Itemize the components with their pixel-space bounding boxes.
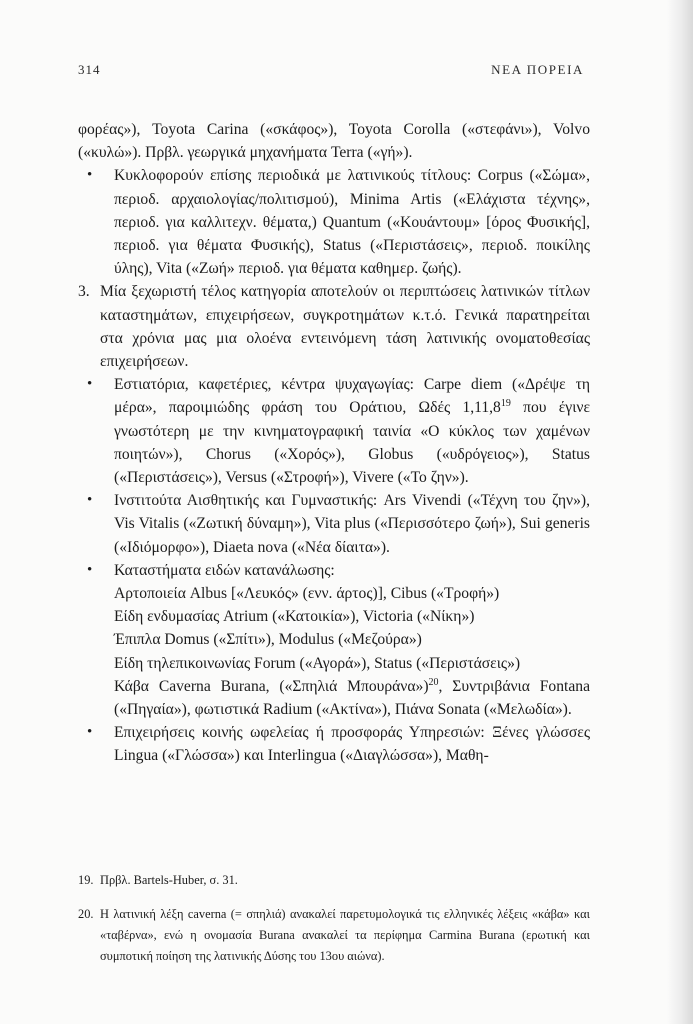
shop-lines (78, 582, 590, 721)
shop-line-part: , Συντριβάνια Fontana («Πηγαία»), φωτιστικά Radium («Ακτίνα»), Πιάνα Sonata («Μελωδία»). (114, 677, 590, 719)
bullet-text: • Κυκλοφορούν επίσης περιοδικά με λατινικούς τίτλους: Corpus («Σώμα», περιοδ. αρχαιολογίας/πολιτισμού), Minima Artis («Ελάχιστα τέχνης», περιοδ. για καλλιτεχν. θέματα,) Quantum («Κουάντουμ» [όρος Φυσικής], περιοδ. για θέματα Φυσικής), Status («Περιστάσεις», περιοδ. ποικίλης ύλης), Vita («Ζωή» περιοδ. για θέματα καθημερ. ζωής). (114, 167, 590, 278)
footnote-ref-19: 19 (500, 398, 511, 410)
shop-line: Αρτοποιεία Albus [«Λευκός» (ενν. άρτος)], Cibus («Τροφή») (114, 585, 500, 603)
bullet-text-part: που έγινε γνωστότερη με την κινηματογραφική ταινία «Ο κύκλος των χαμένων ποιητών»), Chorus («Χορός»), Globus («υδρόγειος»), Status («Περιστάσεις»), Versus («Στροφή»), Vivere («Το ζην»). (114, 399, 590, 487)
bullet-restaurants (78, 373, 590, 489)
running-header (78, 62, 584, 84)
bullet-shops (78, 559, 590, 582)
footnote-number: 19. (78, 873, 94, 888)
bullet-text-part: Εστιατόρια, καφετέριες, κέντρα ψυχαγωγίας: Carpe diem («Δρέψε τη μέρα», παροιμιώδης φράση του Οράτιου, Ωδές 1,11,8 (114, 376, 590, 417)
footnotes (78, 858, 590, 979)
footnote-ref-20: 20 (428, 676, 439, 688)
bullet-text: • Επιχειρήσεις κοινής ωφελείας ή προσφοράς Υπηρεσιών: Ξένες γλώσσες Lingua («Γλώσσα») και Interlingua («Διαγλώσσα»), Μαθη- (114, 724, 590, 765)
item-number: 3. (78, 283, 90, 301)
shop-line: Έπιπλα Domus («Σπίτι»), Modulus («Μεζούρα») (114, 631, 422, 649)
numbered-item-3 (78, 280, 590, 373)
page-edge-shadow (667, 0, 693, 1024)
paragraph-continuation: φορέας»), Toyota Carina («σκάφος»), Toyota Corolla («στεφάνι»), Volvo («κυλώ»). Πρβλ. γεωργικά μηχανήματα Terra («γή»). (78, 121, 590, 162)
shop-line: Είδη τηλεπικοινωνίας Forum («Αγορά»), Status («Περιστάσεις») (114, 654, 521, 672)
footnote-text: Πρβλ. Bartels-Huber, σ. 31. (100, 873, 238, 888)
page-number: 314 (78, 62, 101, 77)
item-text: Μία ξεχωριστή τέλος κατηγορία αποτελούν οι περιπτώσεις λατινικών τίτλων καταστημάτων, επιχειρήσεων, συγκροτημάτων κ.τ.ό. Γενικά παρατηρείται στα χρόνια μας μια ολοένα εντεινόμενη τάση λατινικής ονοματοθεσίας επιχειρήσεων. (100, 283, 590, 371)
bullet-text (114, 373, 590, 489)
bullet-services (78, 721, 590, 767)
shop-line-last (114, 675, 590, 721)
bullet-gyms (78, 489, 590, 559)
footnote-19 (78, 870, 590, 891)
shop-line-part: Κάβα Caverna Burana, («Σπηλιά Μπουράνα») (114, 677, 429, 695)
footnote-number: 20. (78, 906, 94, 921)
bullet-magazines (78, 164, 590, 280)
running-title: ΝΕΑ ΠΟΡΕΙΑ (491, 62, 584, 77)
main-text (78, 118, 590, 768)
footnote-20 (78, 904, 590, 967)
bullet-text: • Καταστήματα ειδών κατανάλωσης: (114, 561, 335, 579)
footnote-text: Η λατινική λέξη caverna (= σπηλιά) ανακαλεί παρετυμολογικά τις ελληνικές λέξεις «κάβα» και «ταβέρνα», ενώ η ονομασία Burana ανακαλεί τα περίφημα Carmina Burana (ερωτική και συμποτική ποίηση της λατινικής Δύσης του 13ου αιώνα). (100, 906, 590, 963)
shop-line: Είδη ενδυμασίας Atrium («Κατοικία»), Victoria («Νίκη») (114, 608, 475, 626)
bullet-text: • Ινστιτούτα Αισθητικής και Γυμναστικής: Ars Vivendi («Τέχνη του ζην»), Vis Vitalis («Ζωτική δύναμη»), Vita plus («Περισσότερο ζωή»), Sui generis («Ιδιόμορφο»), Diaeta nova («Νέα δίαιτα»). (114, 492, 590, 556)
